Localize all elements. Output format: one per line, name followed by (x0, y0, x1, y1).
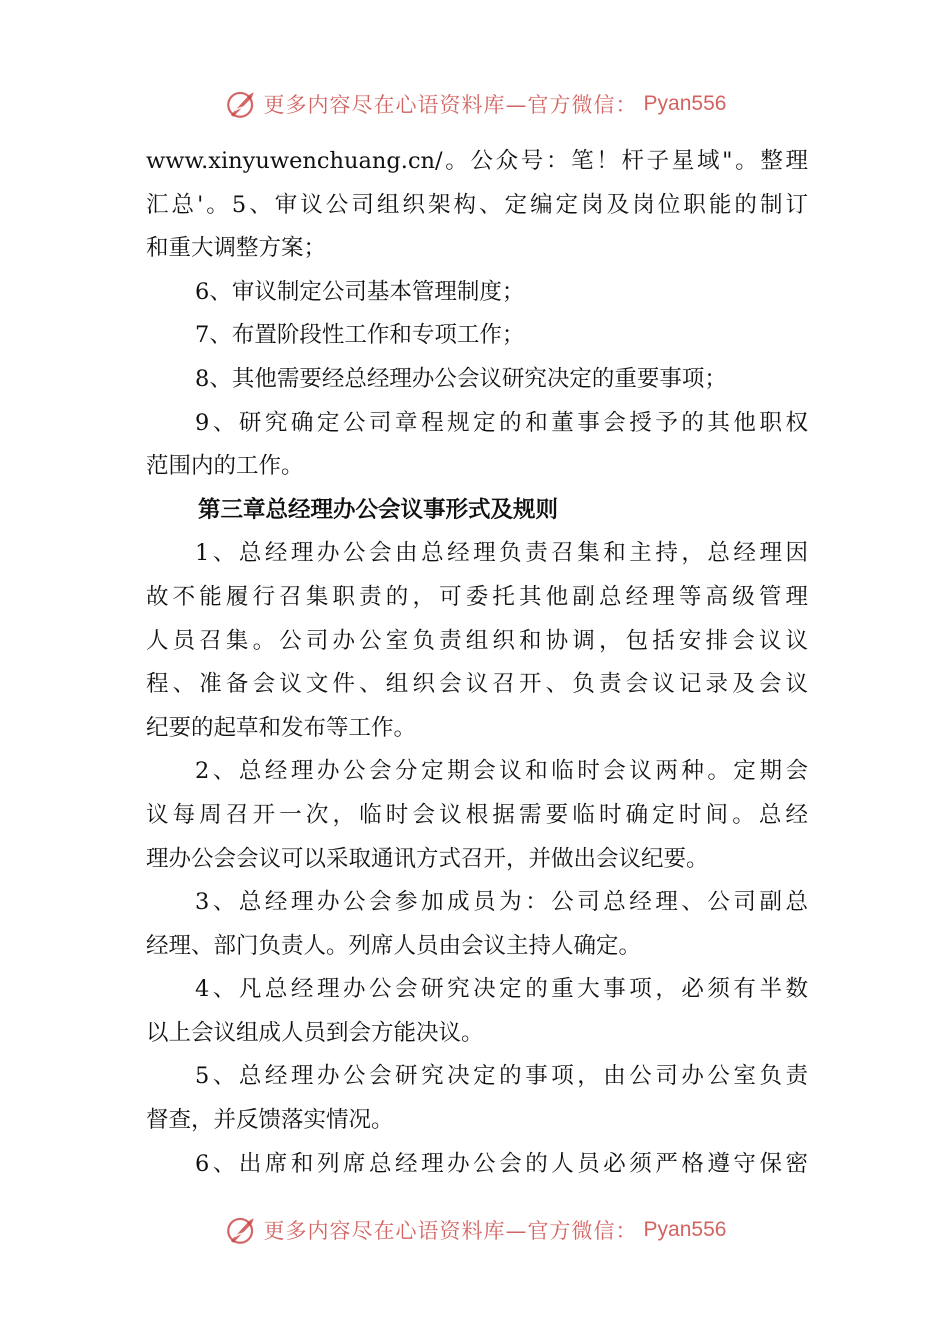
banner-inner (224, 1213, 727, 1247)
body-line: 故不能履行召集职责的，可委托其他副总经理等高级管理 (146, 583, 808, 610)
header-banner (0, 84, 950, 124)
banner-inner (224, 87, 727, 121)
body-line: 6、出席和列席总经理办公会的人员必须严格遵守保密 (195, 1150, 808, 1177)
body-line: 和重大调整方案； (146, 235, 327, 262)
body-line: 以上会议组成人员到会方能决议。 (146, 1019, 484, 1046)
pen-logo-icon (224, 1213, 258, 1247)
body-line: 议每周召开一次，临时会议根据需要临时确定时间。总经 (146, 801, 808, 828)
body-line: 7、布置阶段性工作和专项工作； (195, 322, 525, 349)
banner-text: 更多内容尽在心语资料库—官方微信： (263, 93, 638, 117)
pen-logo-icon (224, 87, 258, 121)
banner-wechat-handle: Pyan556 (643, 92, 727, 115)
body-line: 范围内的工作。 (146, 453, 304, 480)
body-line: 理办公会会议可以采取通讯方式召开，并做出会议纪要。 (146, 845, 709, 872)
body-line: 4、凡总经理办公会研究决定的重大事项，必须有半数 (195, 976, 808, 1003)
body-line: 9、研究确定公司章程规定的和董事会授予的其他职权 (195, 409, 808, 436)
body-line: 2、总经理办公会分定期会议和临时会议两种。定期会 (195, 758, 808, 785)
body-line: 经理、部门负责人。列席人员由会议主持人确定。 (146, 932, 642, 959)
body-line: 督查，并反馈落实情况。 (146, 1107, 394, 1134)
body-line: 纪要的起草和发布等工作。 (146, 714, 417, 741)
body-line: 8、其他需要经总经理办公会议研究决定的重要事项； (195, 365, 727, 392)
banner-wechat-handle: Pyan556 (643, 1218, 727, 1241)
body-line: www.xinyuwenchuang.cn/。公众号：笔！杆子星域"。整理 (146, 148, 808, 174)
body-line: 3、总经理办公会参加成员为：公司总经理、公司副总 (195, 889, 808, 916)
body-line: 人员召集。公司办公室负责组织和协调，包括安排会议议 (146, 627, 808, 654)
chapter-heading: 第三章总经理办公会议事形式及规则 (198, 496, 559, 523)
footer-banner (0, 1210, 950, 1250)
body-line: 5、总经理办公会研究决定的事项，由公司办公室负责 (195, 1063, 808, 1090)
body-line: 汇总'。5、审议公司组织架构、定编定岗及岗位职能的制订 (146, 191, 808, 218)
body-line: 6、审议制定公司基本管理制度； (195, 278, 525, 305)
body-line: 程、准备会议文件、组织会议召开、负责会议记录及会议 (146, 671, 808, 698)
document-body (146, 140, 808, 1186)
body-line: 1、总经理办公会由总经理负责召集和主持，总经理因 (195, 540, 808, 567)
banner-text: 更多内容尽在心语资料库—官方微信： (263, 1219, 638, 1243)
